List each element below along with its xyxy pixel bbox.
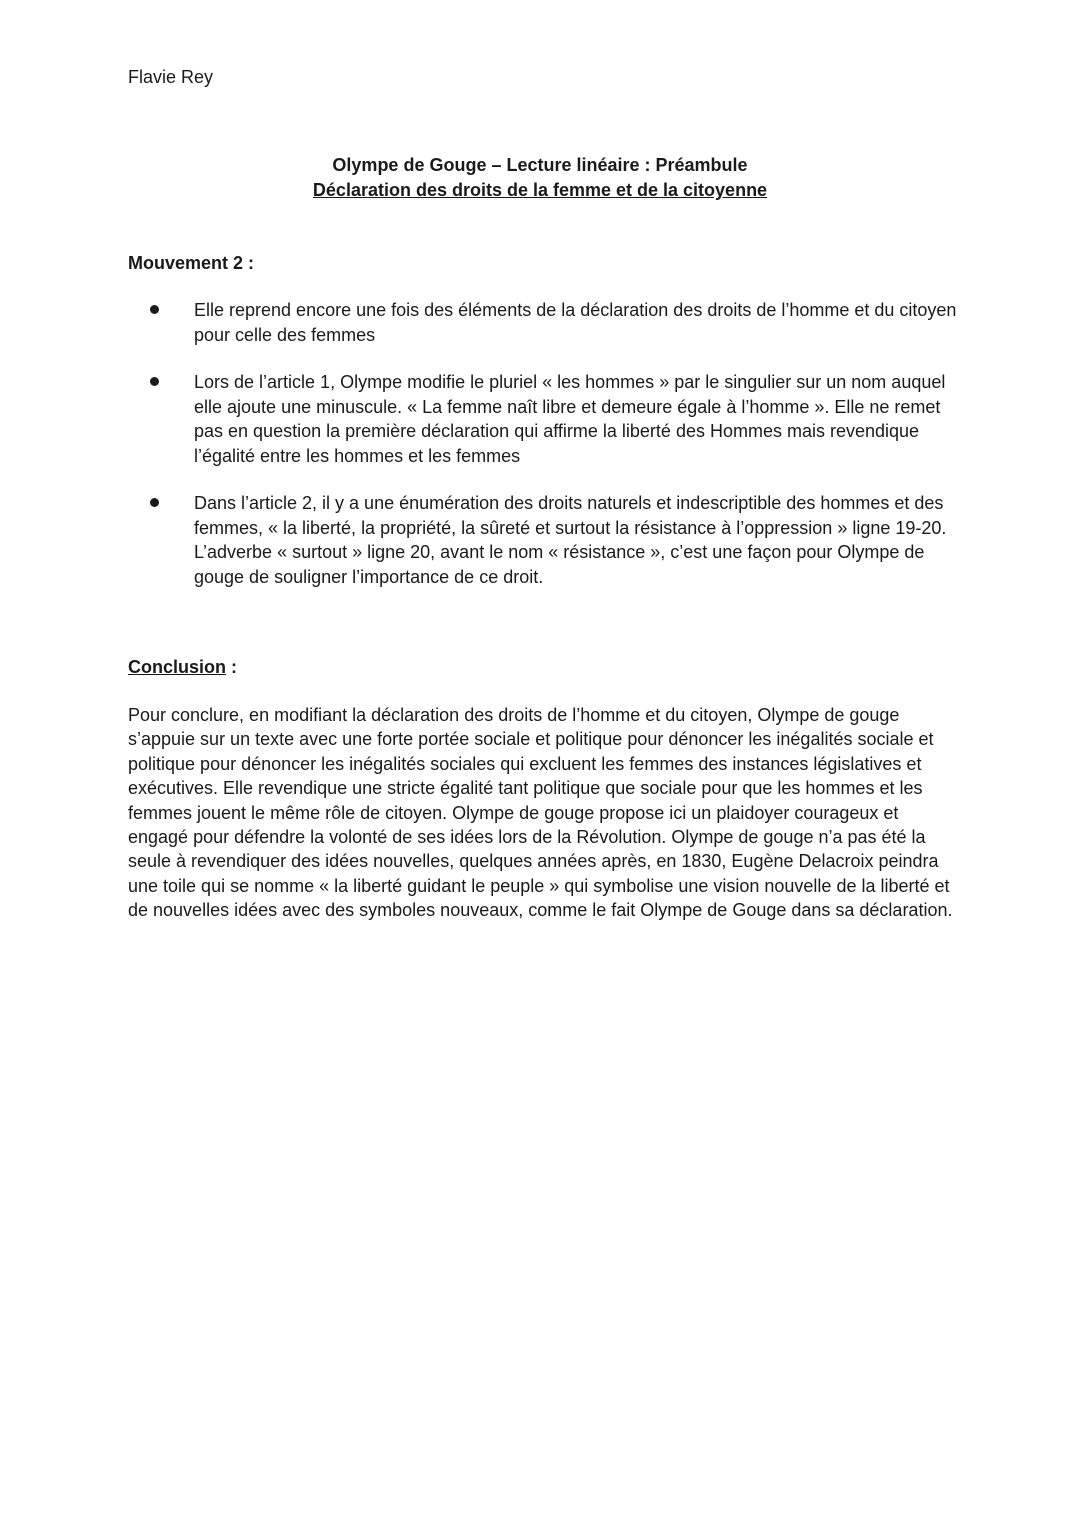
list-item-text: Elle reprend encore une fois des éléments de la déclaration des droits de l’homme et du citoyen pour celle des femmes	[194, 300, 957, 345]
author-name: Flavie Rey	[128, 67, 214, 87]
list-item-text: Lors de l’article 1, Olympe modifie le pluriel « les hommes » par le singulier sur un nom auquel elle ajoute une minuscule. « La femme naît libre et demeure égale à l’homme ». Elle ne remet pas en question la première déclaration qui affirme la liberté des Hommes mais revendique l’égalité entre les hommes et les femmes	[194, 372, 946, 466]
movement-bullet-list	[128, 298, 958, 612]
list-item	[128, 298, 958, 347]
list-item	[128, 370, 958, 468]
conclusion-heading-colon: :	[226, 657, 237, 677]
bullet-icon	[150, 498, 159, 507]
title-line-2: Déclaration des droits de la femme et de la citoyenne	[312, 180, 768, 200]
list-item-text: Dans l’article 2, il y a une énumération des droits naturels et indescriptible des hommes et des femmes, « la liberté, la propriété, la sûreté et surtout la résistance à l’oppression » ligne 19-20. L’adverbe « surtout » ligne 20, avant le nom « résistance », c’est une façon pour Olympe de gouge de souligner l’importance de ce droit.	[194, 493, 947, 587]
conclusion-heading	[128, 655, 237, 679]
list-item	[128, 491, 958, 589]
conclusion-heading-label: Conclusion	[128, 657, 226, 677]
title-line-1: Olympe de Gouge – Lecture linéaire : Préambule	[332, 155, 748, 175]
conclusion-paragraph: Pour conclure, en modifiant la déclaration des droits de l’homme et du citoyen, Olympe de gouge s’appuie sur un texte avec une forte portée sociale et politique pour dénoncer les inégalités sociale et politique pour dénoncer les inégalités sociales qui excluent les femmes des instances législatives et exécutives. Elle revendique une stricte égalité tant politique que sociale pour que les hommes et les femmes jouent le même rôle de citoyen. Olympe de gouge propose ici un plaidoyer courageux et engagé pour défendre la volonté de ses idées lors de la Révolution. Olympe de gouge n’a pas été la seule à revendiquer des idées nouvelles, quelques années après, en 1830, Eugène Delacroix peindra une toile qui se nomme « la liberté guidant le peuple » qui symbolise une vision nouvelle de la liberté et de nouvelles idées avec des symboles nouveaux, comme le fait Olympe de Gouge dans sa déclaration.	[128, 705, 953, 921]
movement-heading: Mouvement 2 :	[128, 253, 255, 273]
document-title	[0, 153, 1080, 203]
bullet-icon	[150, 305, 159, 314]
bullet-icon	[150, 377, 159, 386]
